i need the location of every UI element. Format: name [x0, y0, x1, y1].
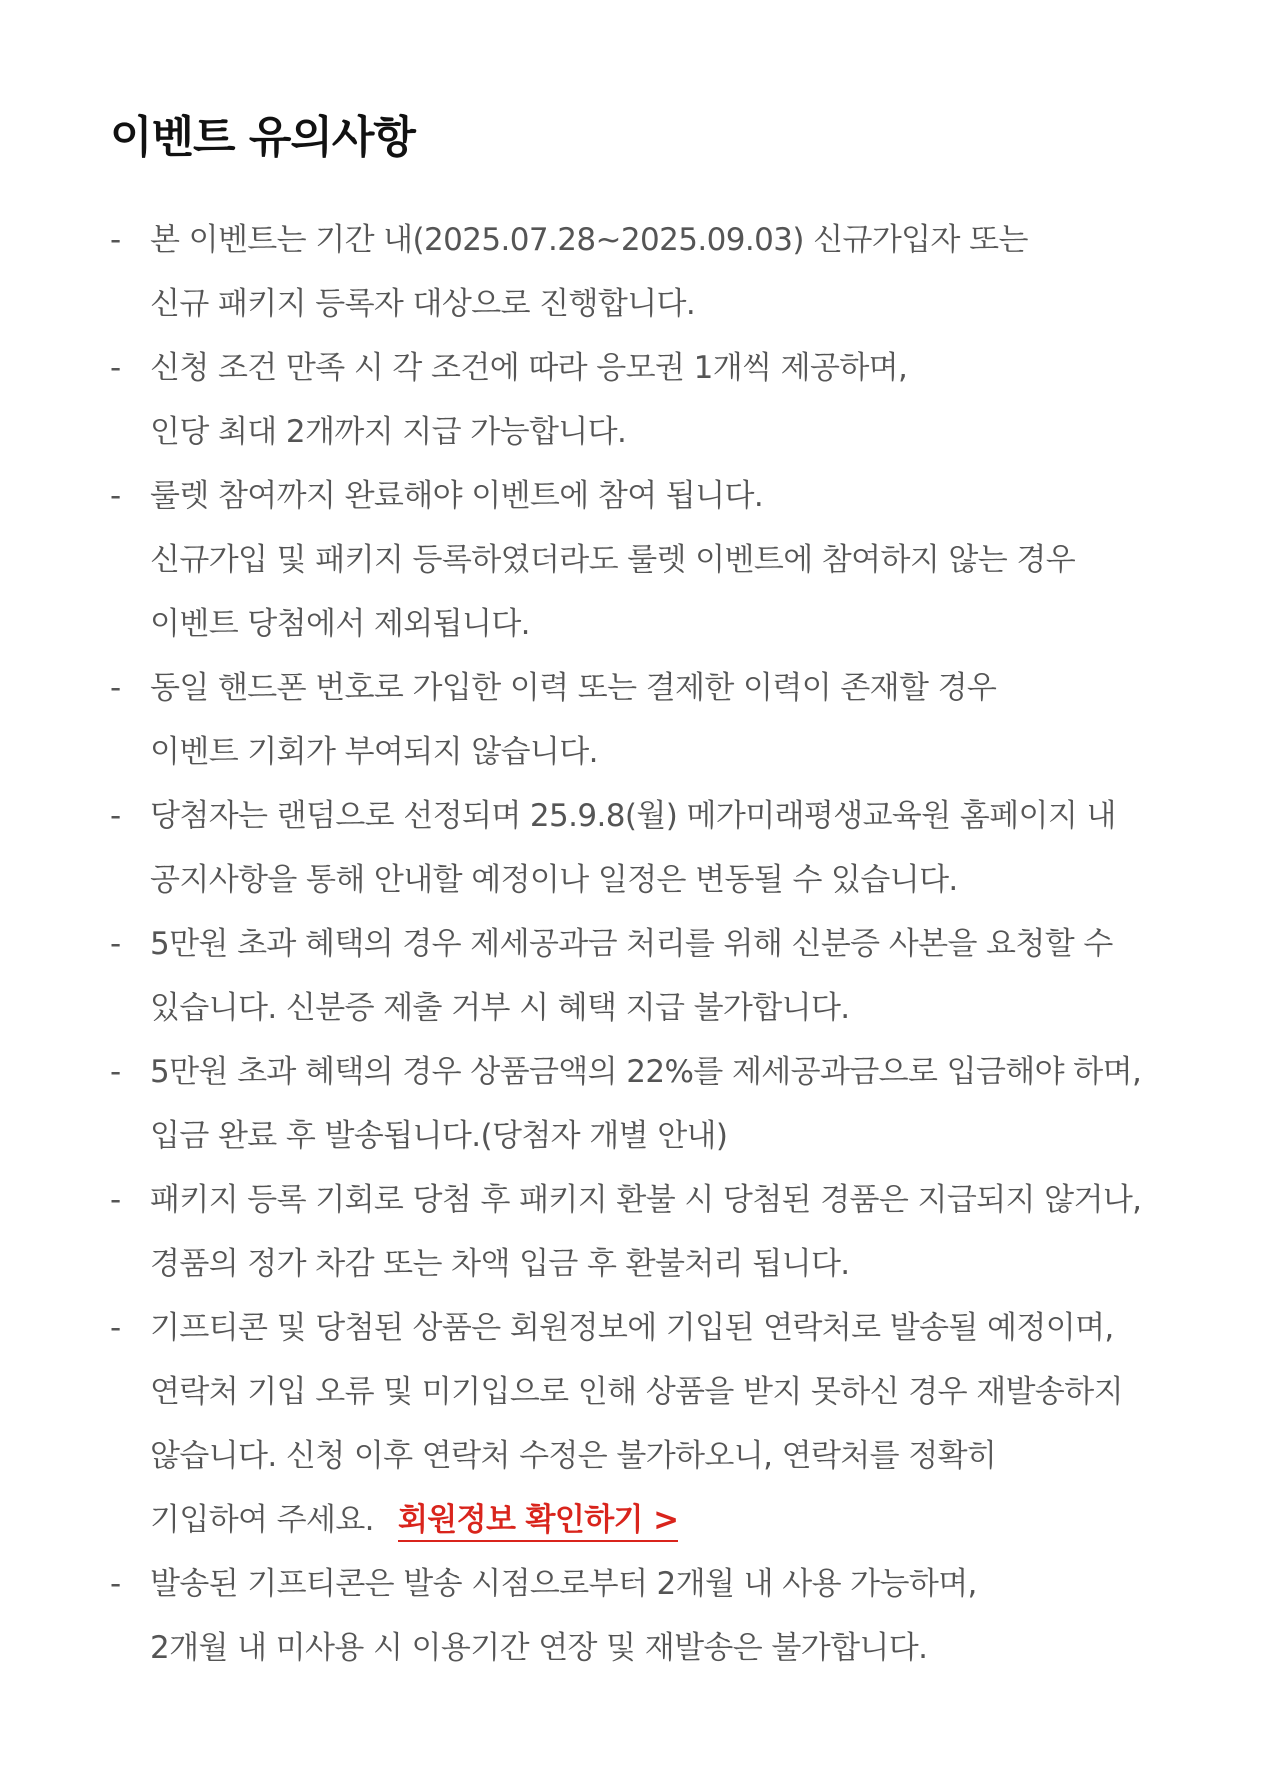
bullet-dash: -: [110, 1054, 122, 1090]
bullet-dash: -: [110, 798, 122, 834]
notice-item-refund: [110, 1168, 1190, 1296]
notice-item-tax: [110, 1040, 1190, 1168]
bullet-dash: -: [110, 1566, 122, 1602]
notice-line: 당첨자는 랜덤으로 선정되며 25.9.8(월) 메가미래평생교육원 홈페이지 내: [150, 798, 1116, 834]
notice-item-gifticon-expiry: [110, 1552, 1190, 1680]
event-notice-section: [110, 108, 1190, 1680]
notice-line: 기프티콘 및 당첨된 상품은 회원정보에 기입된 연락처로 발송될 예정이며,: [150, 1310, 1114, 1346]
notice-line: 이벤트 당첨에서 제외됩니다.: [150, 606, 530, 642]
notice-item-contact: [110, 1296, 1190, 1552]
bullet-dash: -: [110, 1310, 122, 1346]
notice-line: 동일 핸드폰 번호로 가입한 이력 또는 결제한 이력이 존재할 경우: [150, 670, 997, 706]
notice-line: 있습니다. 신분증 제출 거부 시 혜택 지급 불가합니다.: [150, 990, 850, 1026]
notice-line: 5만원 초과 혜택의 경우 상품금액의 22%를 제세공과금으로 입금해야 하며,: [150, 1054, 1142, 1090]
notice-list: [110, 208, 1190, 1680]
bullet-dash: -: [110, 670, 122, 706]
notice-line: 이벤트 기회가 부여되지 않습니다.: [150, 734, 598, 770]
notice-line: 인당 최대 2개까지 지급 가능합니다.: [150, 414, 627, 450]
notice-item-tickets: [110, 336, 1190, 464]
bullet-dash: -: [110, 478, 122, 514]
notice-line: 경품의 정가 차감 또는 차액 입금 후 환불처리 됩니다.: [150, 1246, 850, 1282]
notice-line: 신규 패키지 등록자 대상으로 진행합니다.: [150, 286, 696, 322]
notice-item-winners: [110, 784, 1190, 912]
notice-item-period: [110, 208, 1190, 336]
notice-line: 공지사항을 통해 안내할 예정이나 일정은 변동될 수 있습니다.: [150, 862, 958, 898]
notice-line: 5만원 초과 혜택의 경우 제세공과금 처리를 위해 신분증 사본을 요청할 수: [150, 926, 1113, 962]
notice-item-id-request: [110, 912, 1190, 1040]
notice-line: 신청 조건 만족 시 각 조건에 따라 응모권 1개씩 제공하며,: [150, 350, 908, 386]
member-info-check-link[interactable]: 회원정보 확인하기 >: [398, 1500, 679, 1542]
notice-item-duplicate: [110, 656, 1190, 784]
bullet-dash: -: [110, 222, 122, 258]
notice-item-roulette: [110, 464, 1190, 656]
notice-line: 룰렛 참여까지 완료해야 이벤트에 참여 됩니다.: [150, 478, 764, 514]
notice-line: 신규가입 및 패키지 등록하였더라도 룰렛 이벤트에 참여하지 않는 경우: [150, 542, 1076, 578]
notice-line-with-link: [150, 1488, 1190, 1552]
notice-line: 입금 완료 후 발송됩니다.(당첨자 개별 안내): [150, 1118, 728, 1154]
notice-line: 패키지 등록 기회로 당첨 후 패키지 환불 시 당첨된 경품은 지급되지 않거나,: [150, 1182, 1142, 1218]
notice-line-text: 기입하여 주세요.: [150, 1502, 374, 1538]
notice-line: 않습니다. 신청 이후 연락처 수정은 불가하오니, 연락처를 정확히: [150, 1438, 997, 1474]
notice-line: 본 이벤트는 기간 내(2025.07.28~2025.09.03) 신규가입자 또는: [150, 222, 1028, 258]
notice-line: 2개월 내 미사용 시 이용기간 연장 및 재발송은 불가합니다.: [150, 1630, 928, 1666]
notice-line: 발송된 기프티콘은 발송 시점으로부터 2개월 내 사용 가능하며,: [150, 1566, 977, 1602]
notice-title: 이벤트 유의사항: [110, 112, 415, 163]
bullet-dash: -: [110, 350, 122, 386]
bullet-dash: -: [110, 926, 122, 962]
notice-line: 연락처 기입 오류 및 미기입으로 인해 상품을 받지 못하신 경우 재발송하지: [150, 1374, 1123, 1410]
bullet-dash: -: [110, 1182, 122, 1218]
